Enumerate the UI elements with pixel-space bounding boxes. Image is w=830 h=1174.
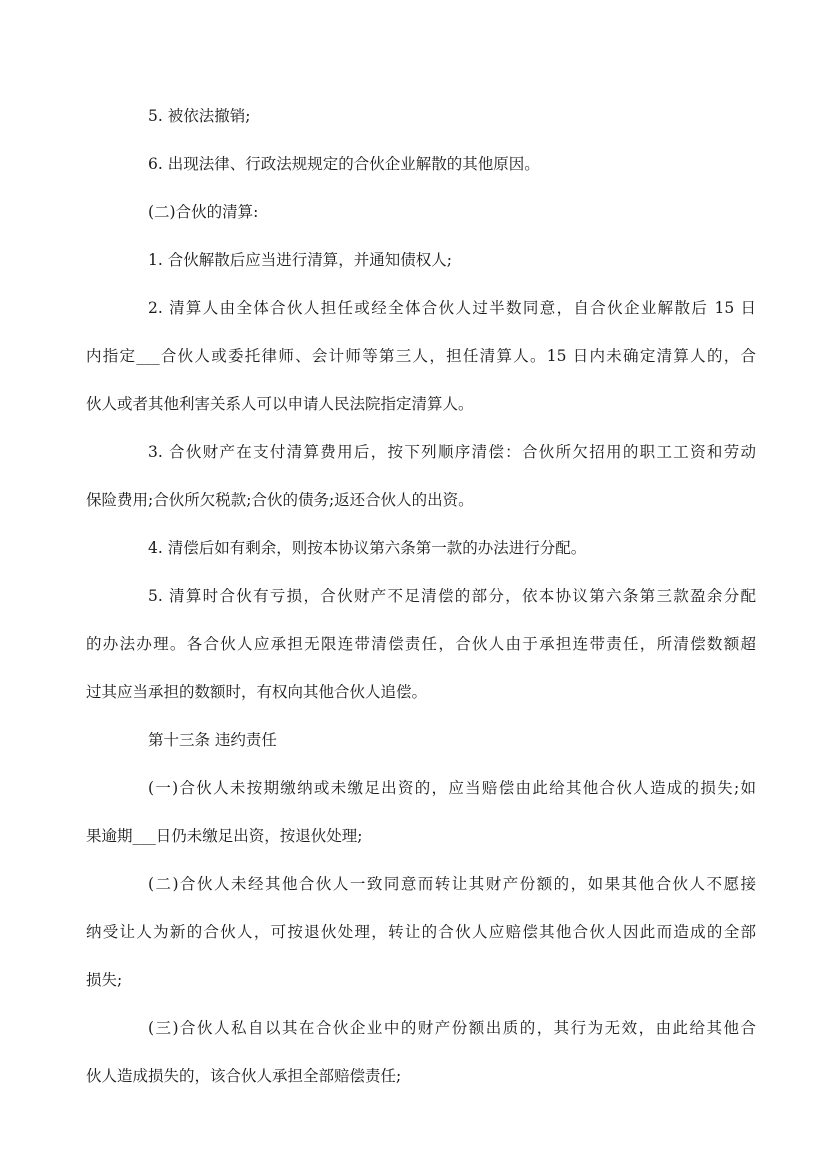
text-line: (三)合伙人私自以其在合伙企业中的财产份额出质的，其行为无效，由此给其他合 [148,1019,756,1037]
text-line: 纳受让人为新的合伙人，可按退伙处理，转让的合伙人应赔偿其他合伙人因此而造成的全部 [86,923,756,941]
text-line: 的办法办理。各合伙人应承担无限连带清偿责任，合伙人由于承担连带责任，所清偿数额超 [86,635,756,653]
section-heading: (二)合伙的清算: [148,203,259,221]
text-line: 伙人或者其他利害关系人可以申请人民法院指定清算人。 [86,395,474,413]
text-line: (二)合伙人未经其他合伙人一致同意而转让其财产份额的，如果其他合伙人不愿接 [148,875,756,893]
text-line: 6. 出现法律、行政法规规定的合伙企业解散的其他原因。 [148,155,540,173]
text-line: 1. 合伙解散后应当进行清算，并通知债权人; [148,251,452,269]
article-heading: 第十三条 违约责任 [148,731,277,749]
text-line: 内指定___合伙人或委托律师、会计师等第三人，担任清算人。15 日内未确定清算人的，合 [86,347,756,365]
text-line: 果逾期___日仍未缴足出资，按退伙处理; [86,827,363,845]
text-line: 5. 清算时合伙有亏损，合伙财产不足清偿的部分，依本协议第六条第三款盈余分配 [148,587,756,605]
text-line: (一)合伙人未按期缴纳或未缴足出资的，应当赔偿由此给其他合伙人造成的损失;如 [148,779,756,797]
text-line: 过其应当承担的数额时，有权向其他合伙人追偿。 [86,683,428,701]
text-line: 伙人造成损失的，该合伙人承担全部赔偿责任; [86,1067,402,1085]
text-line: 保险费用;合伙所欠税款;合伙的债务;返还合伙人的出资。 [86,491,474,509]
text-line: 3. 合伙财产在支付清算费用后，按下列顺序清偿：合伙所欠招用的职工工资和劳动 [148,443,756,461]
text-line: 4. 清偿后如有剩余，则按本协议第六条第一款的办法进行分配。 [148,539,587,557]
text-line: 损失; [86,971,123,989]
text-line: 2. 清算人由全体合伙人担任或经全体合伙人过半数同意，自合伙企业解散后 15 日 [148,299,756,317]
text-line: 5. 被依法撤销; [148,107,251,125]
